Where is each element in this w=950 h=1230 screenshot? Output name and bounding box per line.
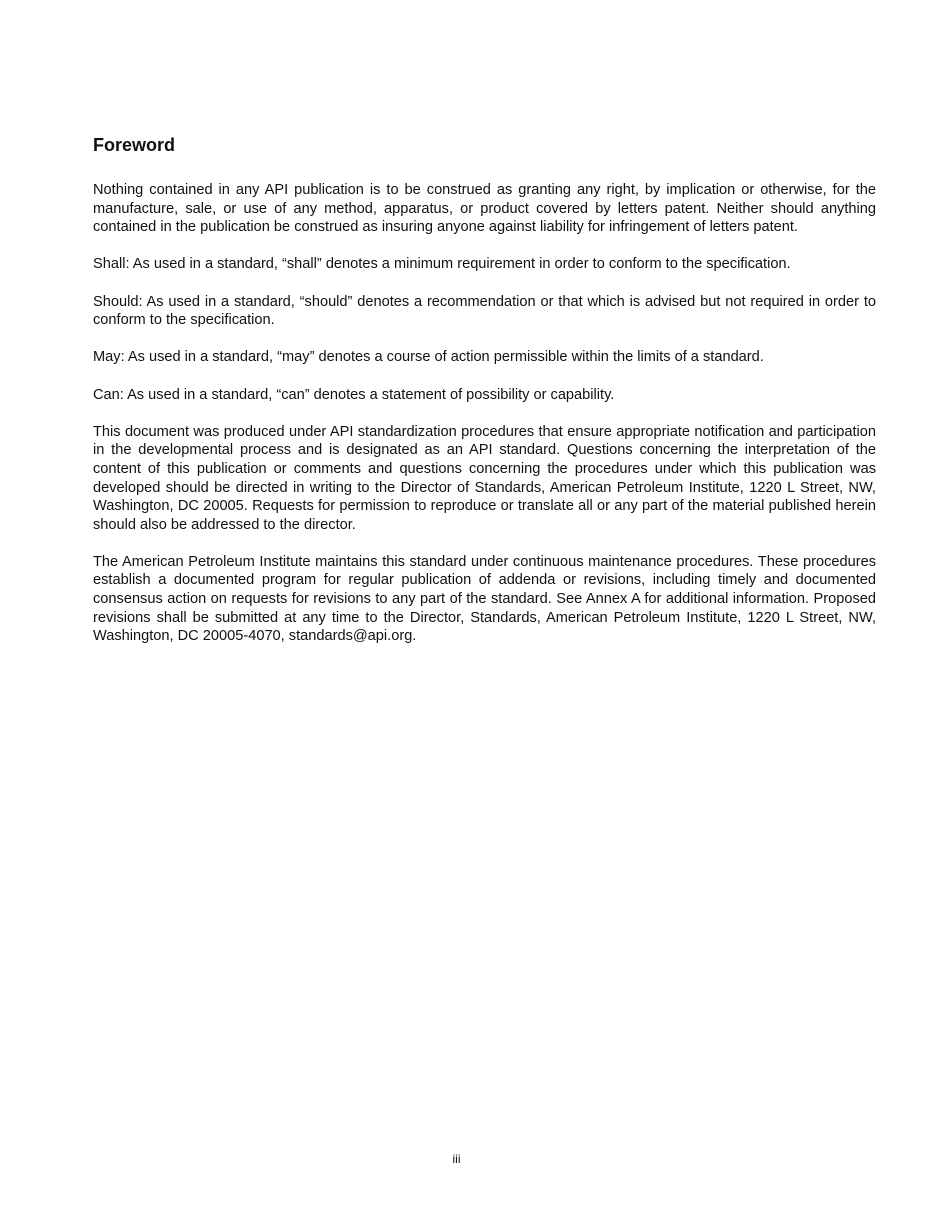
- patent-disclaimer-paragraph: Nothing contained in any API publication is to be construed as granting any right, by implication or otherwise, for the manufacture, sale, or use of any method, apparatus, or product covered by letters patent. Neither should anything contained in the publication be construed as insuring anyone against liability for infringement of letters patent.: [93, 182, 876, 236]
- shall-definition-paragraph: Shall: As used in a standard, “shall” denotes a minimum requirement in order to conform to the specification.: [93, 256, 791, 273]
- section-heading: Foreword: [93, 135, 176, 155]
- maintenance-procedures-paragraph: The American Petroleum Institute maintains this standard under continuous maintenance procedures. These procedures establish a documented program for regular publication of addenda or revisions, including timely and documented consensus action on requests for revisions to any part of the standard. See Annex A for additional information. Proposed revisions shall be submitted at any time to the Director, Standards, American Petroleum Institute, 1220 L Street, NW, Washington, DC 20005-4070, standards@api.org.: [93, 553, 876, 645]
- foreword-section: [93, 133, 876, 664]
- can-definition-paragraph: Can: As used in a standard, “can” denotes a statement of possibility or capability.: [93, 386, 615, 403]
- page-number: iii: [452, 1152, 461, 1166]
- should-definition-paragraph: Should: As used in a standard, “should” denotes a recommendation or that which is advised but not required in order to conform to the specification.: [93, 293, 876, 329]
- standardization-procedures-paragraph: This document was produced under API standardization procedures that ensure appropriate notification and participation in the developmental process and is designated as an API standard. Questions concerning the interpretation of the content of this publication or comments and questions concerning the procedures under which this publication was developed should be directed in writing to the Director of Standards, American Petroleum Institute, 1220 L Street, NW, Washington, DC 20005. Requests for permission to reproduce or translate all or any part of the material published herein should also be addressed to the director.: [93, 423, 876, 533]
- may-definition-paragraph: May: As used in a standard, “may” denotes a course of action permissible within the limits of a standard.: [93, 349, 764, 366]
